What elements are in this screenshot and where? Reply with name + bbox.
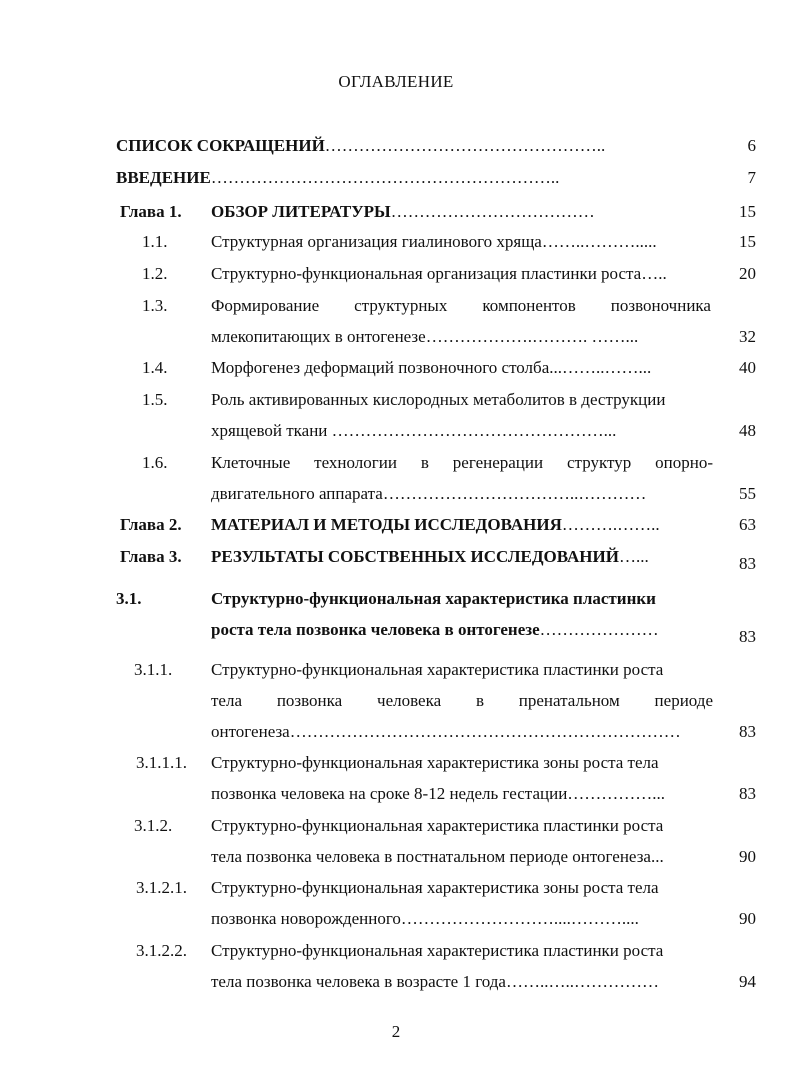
toc-leader: ………………………....……….... [400, 909, 639, 928]
toc-word: компонентов [482, 296, 576, 315]
toc-page-number: 83 [739, 784, 756, 803]
toc-label: РЕЗУЛЬТАТЫ СОБСТВЕННЫХ ИССЛЕДОВАНИЙ [211, 547, 619, 566]
toc-section-number: 1.6. [142, 453, 168, 472]
toc-page-number: 6 [747, 136, 756, 155]
toc-label: ВВЕДЕНИЕ [116, 168, 211, 187]
toc-leader: ……..………..... [541, 232, 657, 251]
toc-word: в [475, 691, 484, 710]
toc-entry-3-1-line1[interactable]: Структурно-функциональная характеристика пластинки [211, 589, 656, 608]
toc-entry-1-4[interactable] [211, 358, 711, 378]
toc-label: Структурно-функциональная организация пластинки роста [211, 264, 642, 283]
toc-section-number: 3.1.2.1. [136, 878, 187, 897]
page-title: ОГЛАВЛЕНИЕ [338, 72, 454, 91]
toc-leader: ...……..……... [549, 358, 652, 377]
toc-page-number: 20 [739, 264, 756, 283]
toc-leader: ……………….………. ……... [425, 327, 639, 346]
toc-entry-1-3-line2[interactable] [211, 327, 711, 347]
toc-section-number: 1.5. [142, 390, 168, 409]
toc-word: структур [567, 453, 632, 472]
toc-word: периоде [654, 691, 713, 710]
toc-word: Формирование [211, 296, 320, 315]
toc-label: СПИСОК СОКРАЩЕНИЙ [116, 136, 325, 155]
toc-leader: ….. [641, 264, 667, 283]
toc-word: человека [377, 691, 442, 710]
toc-word: пренатальном [518, 691, 620, 710]
toc-section-number: 3.1. [116, 589, 142, 608]
toc-entry-1-6-line2[interactable] [211, 484, 711, 504]
toc-label: онтогенеза [211, 722, 290, 741]
toc-leader: ……………………………… [390, 202, 595, 221]
toc-entry-3-1-line2[interactable] [211, 620, 711, 640]
toc-word: Клеточные [211, 453, 291, 472]
toc-page-number: 32 [739, 327, 756, 346]
toc-label: роста тела позвонка человека в онтогенезе [211, 620, 540, 639]
toc-entry-chapter-1[interactable] [211, 202, 706, 222]
toc-entry-3-1-2-line2[interactable] [211, 847, 711, 867]
toc-label: тела позвонка человека в возрасте 1 года [211, 972, 506, 991]
toc-leader: ……..…..…………… [505, 972, 659, 991]
toc-section-number: 1.2. [142, 264, 168, 283]
toc-label: млекопитающих в онтогенезе [211, 327, 426, 346]
toc-leader: ……………………………..………… [382, 484, 647, 503]
page-footer-number: 2 [391, 1022, 401, 1041]
toc-leader: ……………... [567, 784, 666, 803]
toc-word: тела [211, 691, 243, 710]
toc-chapter-number: Глава 3. [120, 547, 182, 566]
toc-leader: …………………………………………………….. [210, 168, 560, 187]
toc-page-number: 40 [739, 358, 756, 377]
toc-label: хрящевой ткани [211, 421, 332, 440]
toc-label: тела позвонка человека в постнатальном периоде онтогенеза... [211, 847, 664, 866]
toc-leader: ………………… [539, 620, 659, 639]
toc-section-number: 1.1. [142, 232, 168, 251]
toc-entry-1-2[interactable] [211, 264, 711, 284]
toc-word: технологии [314, 453, 397, 472]
toc-entry-introduction[interactable] [116, 168, 706, 188]
toc-word: в [420, 453, 429, 472]
toc-section-number: 3.1.2. [134, 816, 173, 835]
toc-section-number: 3.1.1. [134, 660, 173, 679]
toc-page-number: 63 [739, 515, 756, 534]
toc-section-number: 1.3. [142, 296, 168, 315]
toc-word: позвоночника [610, 296, 711, 315]
toc-section-number: 3.1.1.1. [136, 753, 187, 772]
toc-entry-3-1-2-1-line1[interactable]: Структурно-функциональная характеристика зоны роста тела [211, 878, 659, 897]
toc-page-number: 15 [739, 232, 756, 251]
toc-page-number: 90 [739, 847, 756, 866]
toc-label: Морфогенез деформаций позвоночного столба [211, 358, 550, 377]
toc-entry-chapter-3[interactable] [211, 547, 711, 567]
toc-entry-chapter-2[interactable] [211, 515, 711, 535]
toc-entry-3-1-1-1-line2[interactable] [211, 784, 711, 804]
toc-section-number: 1.4. [142, 358, 168, 377]
toc-page-number: 15 [739, 202, 756, 221]
toc-entry-3-1-2-2-line1[interactable]: Структурно-функциональная характеристика пластинки роста [211, 941, 664, 960]
toc-leader: …………………………………………... [331, 421, 617, 440]
toc-section-number: 3.1.2.2. [136, 941, 187, 960]
toc-label: Структурная организация гиалинового хряща [211, 232, 542, 251]
toc-page-number: 83 [739, 554, 756, 573]
toc-entry-3-1-2-2-line2[interactable] [211, 972, 711, 992]
toc-page-number: 55 [739, 484, 756, 503]
toc-entry-3-1-1-line3[interactable] [211, 722, 711, 742]
toc-page-number: 83 [739, 627, 756, 646]
toc-label: позвонка новорожденного [211, 909, 401, 928]
toc-page-number: 83 [739, 722, 756, 741]
toc-word: опорно- [655, 453, 713, 472]
toc-entry-1-1[interactable] [211, 232, 706, 252]
toc-entry-abbreviations[interactable] [116, 136, 706, 156]
toc-entry-3-1-1-line2[interactable] [211, 691, 713, 711]
toc-leader: ……….…….. [561, 515, 660, 534]
toc-page-number: 90 [739, 909, 756, 928]
toc-entry-3-1-2-line1[interactable]: Структурно-функциональная характеристика пластинки роста [211, 816, 664, 835]
toc-chapter-number: Глава 1. [120, 202, 182, 221]
toc-leader: ………………………………………….. [324, 136, 606, 155]
toc-leader: …... [618, 547, 649, 566]
toc-word: позвонка [276, 691, 343, 710]
toc-label: МАТЕРИАЛ И МЕТОДЫ ИССЛЕДОВАНИЯ [211, 515, 562, 534]
toc-entry-3-1-2-1-line2[interactable] [211, 909, 711, 929]
toc-entry-1-6-line1[interactable] [211, 453, 713, 473]
toc-label: двигательного аппарата [211, 484, 383, 503]
toc-page-number: 48 [739, 421, 756, 440]
toc-label: позвонка человека на сроке 8-12 недель гестации [211, 784, 568, 803]
toc-chapter-number: Глава 2. [120, 515, 182, 534]
toc-entry-1-5-line2[interactable] [211, 421, 711, 441]
toc-entry-3-1-1-1-line1[interactable]: Структурно-функциональная характеристика зоны роста тела [211, 753, 659, 772]
toc-page-number: 7 [747, 168, 756, 187]
toc-word: регенерации [452, 453, 544, 472]
toc-label: ОБЗОР ЛИТЕРАТУРЫ [211, 202, 391, 221]
toc-word: структурных [354, 296, 448, 315]
toc-leader: …………………………………………………………… [289, 722, 681, 741]
toc-entry-1-5-line1[interactable]: Роль активированных кислородных метаболитов в деструкции [211, 390, 666, 409]
toc-page-number: 94 [739, 972, 756, 991]
toc-entry-1-3-line1[interactable] [211, 296, 711, 316]
toc-entry-3-1-1-line1[interactable]: Структурно-функциональная характеристика пластинки роста [211, 660, 664, 679]
